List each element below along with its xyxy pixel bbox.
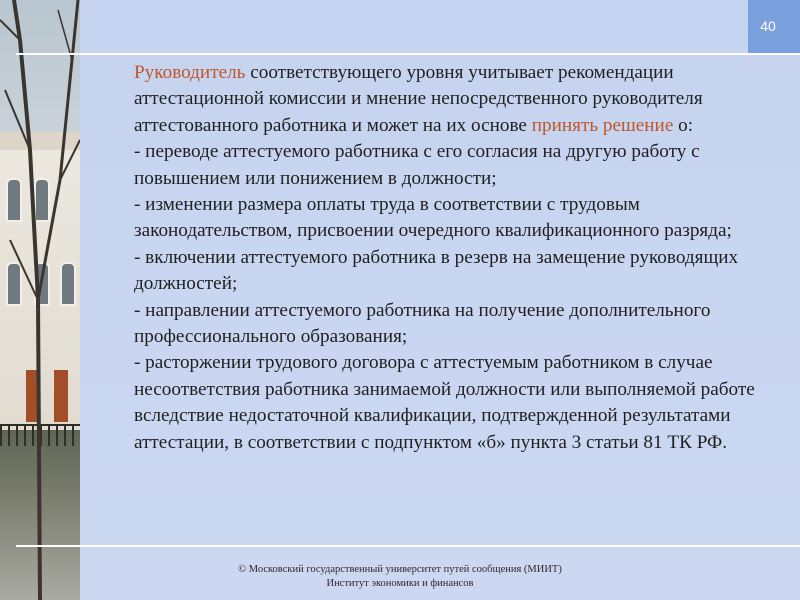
- page-number: 40: [760, 18, 776, 34]
- intro-paragraph: [106, 60, 776, 139]
- top-divider: [16, 53, 800, 55]
- tree-branches: [0, 0, 80, 600]
- list-item: - изменении размера оплаты труда в соответствии с трудовым законодательством, присвоении очередного квалификационного разряда;: [134, 194, 732, 242]
- bottom-divider: [16, 545, 800, 547]
- footer-university: © Московский государственный университет путей сообщения (МИИТ): [238, 564, 562, 575]
- list-item: - направлении аттестуемого работника на получение дополнительного профессионального образования;: [134, 299, 711, 348]
- intro-text: соответствующего уровня учитывает рекомендации аттестационной комиссии и мнение непосредственного руководителя аттестованного работника и может на их основе: [134, 62, 703, 136]
- slide-body: [106, 60, 776, 456]
- highlight-term-leader: Руководитель: [134, 62, 246, 83]
- highlight-term-decision: принять решение: [531, 114, 674, 136]
- footer-institute: Институт экономики и финансов: [326, 578, 474, 589]
- intro-text-end: о:: [673, 114, 694, 136]
- list-item: - включении аттестуемого работника в резерв на замещение руководящих должностей;: [134, 246, 739, 295]
- list-item: - переводе аттестуемого работника с его согласия на другую работу с повышением или понижением в должности;: [134, 141, 700, 189]
- list-item: - расторжении трудового договора с аттестуемым работником в случае несоответствия работника занимаемой должности или выполняемой работе вследствие недостаточной квалификации, подтвержденной результатами аттестации, в соответствии с подпунктом «б» пункта 3 статьи 81 ТК РФ.: [134, 352, 755, 453]
- building-photo: [0, 0, 80, 600]
- footer: [80, 563, 720, 591]
